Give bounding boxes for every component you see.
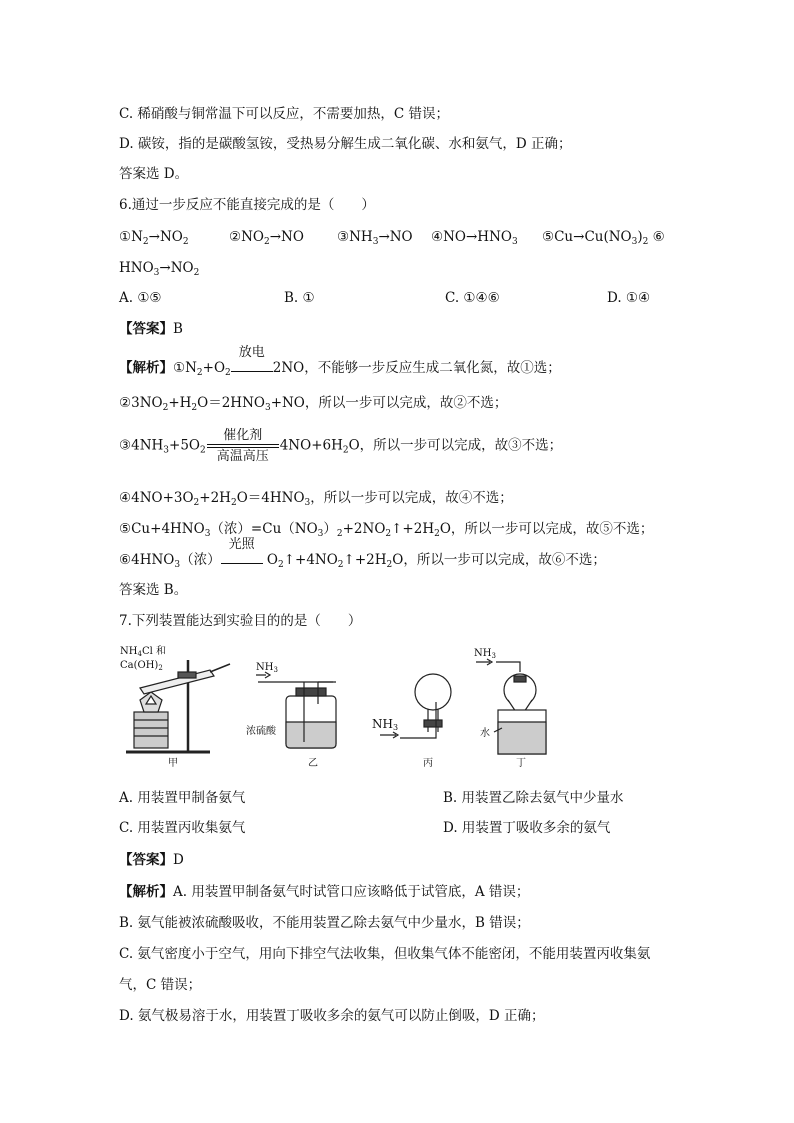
analysis-line-3: $③4NH_3+5O_2$ 催化剂 高温高压 $4NO+6H_2O$，所以一步可以完成，故③不选； [119,428,563,464]
option-c: C. ①④⑥ [445,290,500,306]
question-7: 7.下列装置能达到实验目的的是（ ） [119,613,362,629]
fig-label-caoh2: $Ca(OH)_2$ [120,660,163,672]
question-6: 6.通过一步反应不能直接完成的是（ ） [119,197,375,213]
analysis-7-c-cont: 气，C 错误； [119,977,202,993]
fig-label-nh3-ding: $NH_3$ [474,648,496,660]
q7-option-a: A. 用装置甲制备氨气 [119,790,246,806]
fig-caption-jia: 甲 [168,758,178,769]
q6-item: $HNO_3\to NO_2$ [119,260,200,278]
analysis-line-5: $⑤Cu+4HNO_3$（浓）$=Cu(NO_3)_2+2NO_2↑+2H_2O$，所以一步可以完成，故⑤不选； [119,521,654,539]
analysis-line-2: $②3NO_2+H_2O=2HNO_3+NO$，所以一步可以完成，故②不选； [119,395,508,413]
analysis-7-c: C. 氨气密度小于空气，用向下排空气法收集，但收集气体不能密闭，不能用装置丙收集氨 [119,946,651,962]
apparatus-ding [476,659,546,754]
q7-option-b: B. 用装置乙除去氨气中少量水 [443,790,624,806]
q7-option-c: C. 用装置丙收集氨气 [119,820,246,836]
q6-item: $③NH_3\to NO$ [337,229,413,247]
fig-label-nh3-bing: NH3 [372,717,399,732]
answer-line: 【答案】D [119,852,184,868]
option-a: A. ①⑤ [119,290,162,306]
fig-caption-ding: 丁 [516,758,526,769]
analysis-7-b: B. 氨气能被浓硫酸吸收，不能用装置乙除去氨气中少量水，B 错误； [119,915,530,931]
analysis-7-a: 【解析】A. 用装置甲制备氨气时试管口应该略低于试管底，A 错误； [119,884,530,900]
q6-item: $④NO\to HNO_3$ [431,229,518,247]
analysis-line-6: $⑥4HNO_3$（浓） 光照 $O_2↑+4NO_2↑+2H_2O$，所以一步可以完成，故⑥不选； [119,537,606,570]
fig-caption-bing: 丙 [423,758,433,769]
option-b: B. ① [284,290,315,306]
answer-line: 【答案】B [119,321,183,337]
q6-item: $②NO_2\to NO$ [229,229,304,247]
q6-item: $①N_2\to NO_2$ [119,229,189,247]
q7-option-d: D. 用装置丁吸收多余的氨气 [443,820,611,836]
fig-label-nh4cl: $NH_4Cl$ 和 [120,646,166,658]
apparatus-jia [126,660,230,752]
text-line: D. 碳铵，指的是碳酸氢铵，受热易分解生成二氧化碳、水和氨气，D 正确； [119,136,572,152]
fig-label-water: 水 [480,728,490,739]
fig-label-acid: 浓硫酸 [246,726,276,737]
option-d: D. ①④ [607,290,651,306]
apparatus-figure [118,642,588,770]
text-line: C. 稀硝酸与铜常温下可以反应，不需要加热，C 错误； [119,106,450,122]
analysis-line-4: $④4NO+3O_2+2H_2O=4HNO_3$，所以一步可以完成，故④不选； [119,490,513,508]
q6-item: $⑤Cu\to Cu(NO_3)_2$ ⑥ [542,229,665,247]
analysis-7-d: D. 氨气极易溶于水，用装置丁吸收多余的氨气可以防止倒吸，D 正确； [119,1008,545,1024]
fig-label-nh3-yi: $NH_3$ [256,662,278,674]
analysis-line-1: 【解析】$①N_2+O_2$ 放电 2NO，不能够一步反应生成二氧化氮，故①选； [119,345,561,378]
text-line: 答案选 D。 [119,166,189,182]
fig-caption-yi: 乙 [308,758,318,769]
text-line: 答案选 B。 [119,582,188,598]
